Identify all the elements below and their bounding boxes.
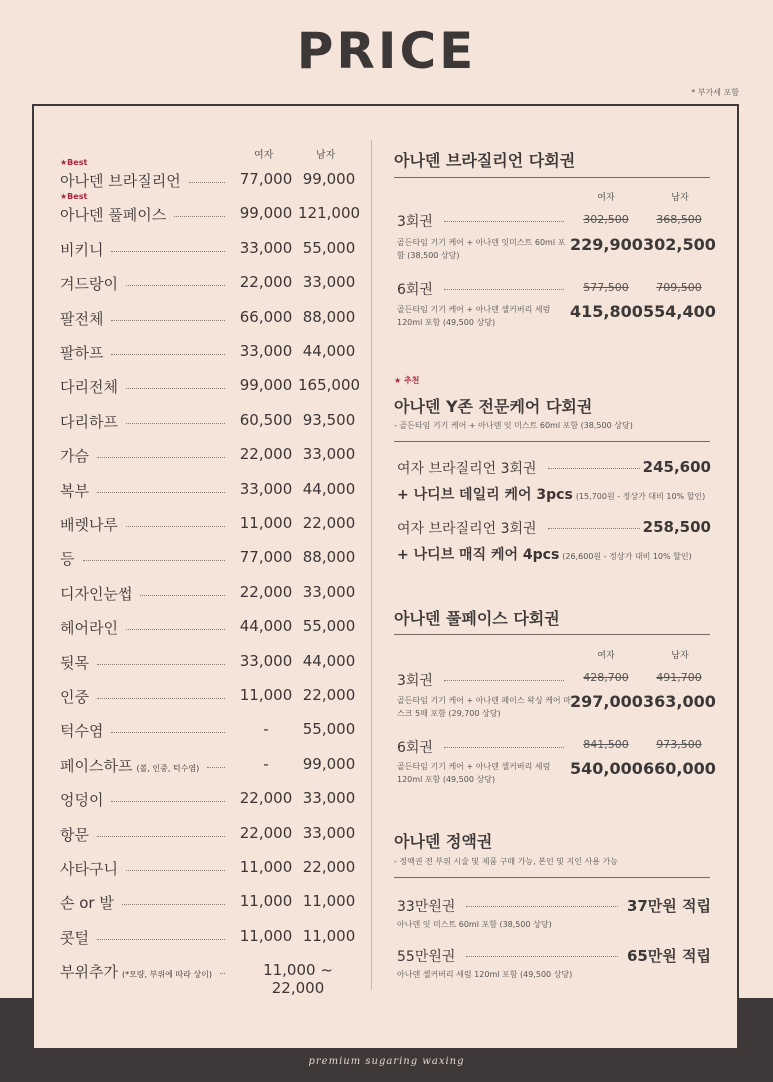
leader-dots xyxy=(126,388,225,389)
yzone-item-name: 여자 브라질리언 3회권 xyxy=(397,461,537,477)
price-female: 77,000 xyxy=(239,548,293,566)
item-name xyxy=(60,858,118,879)
price-male: 33,000 xyxy=(302,824,356,842)
fullface-old-female: 428,700 xyxy=(583,671,629,684)
brazilian-col-male: 남자 xyxy=(671,193,689,203)
price-female: 77,000 xyxy=(239,170,293,188)
price-row xyxy=(60,858,360,882)
recommend-badge: ★ 추천 xyxy=(394,376,420,385)
leader-dots xyxy=(444,747,564,748)
fullface-item-name: 3회권 xyxy=(397,673,433,689)
price-row xyxy=(60,445,360,469)
item-note: (볼, 인중, 턱수염) xyxy=(136,764,200,773)
item-name xyxy=(60,204,166,225)
price-male: 44,000 xyxy=(302,480,356,498)
page-title: PRICE xyxy=(296,22,477,80)
leader-dots xyxy=(122,904,225,905)
price-male: 55,000 xyxy=(302,617,356,635)
brazilian-item-desc: 골든타임 기기 케어 + 아나덴 잇미스트 60ml 포함 (38,500 상당) xyxy=(397,238,566,260)
fullface-item-name: 6회권 xyxy=(397,740,433,756)
leader-dots xyxy=(97,939,225,940)
item-name xyxy=(60,755,199,776)
leader-dots xyxy=(97,492,225,493)
item-name xyxy=(60,583,132,604)
item-label: 엉덩이 xyxy=(60,791,104,809)
yzone-extra-note: (15,700원 - 정상가 대비 10% 할인) xyxy=(575,492,706,501)
price-female: 99,000 xyxy=(239,376,293,394)
price-row xyxy=(60,892,360,916)
price-female: 33,000 xyxy=(239,652,293,670)
leader-dots xyxy=(126,285,225,286)
brazilian-price-female: 229,900 xyxy=(570,235,643,254)
price-male: 88,000 xyxy=(302,548,356,566)
price-female: 11,000 xyxy=(239,892,293,910)
fullface-old-male: 973,500 xyxy=(656,738,702,751)
leader-dots xyxy=(111,320,225,321)
price-row xyxy=(60,583,360,607)
fullface-multi-title: 아나덴 풀페이스 다회권 xyxy=(394,609,560,628)
leader-dots xyxy=(466,956,618,957)
brazilian-old-female: 302,500 xyxy=(583,213,629,226)
leader-dots xyxy=(140,595,225,596)
leader-dots xyxy=(189,182,225,183)
item-name xyxy=(60,342,103,363)
leader-dots xyxy=(111,732,225,733)
price-female: 33,000 xyxy=(239,239,293,257)
price-female: 22,000 xyxy=(239,273,293,291)
leader-dots xyxy=(111,251,225,252)
item-label: 페이스하프 xyxy=(60,757,133,775)
fullface-price-female: 540,000 xyxy=(570,759,643,778)
brazilian-item-desc: 골든타임 기기 케어 + 아나덴 셀커버리 세럼 120ml 포함 (49,500 상당) xyxy=(397,305,551,327)
price-male: 165,000 xyxy=(298,376,361,394)
price-male: 22,000 xyxy=(302,858,356,876)
fullface-price-male: 363,000 xyxy=(643,692,716,711)
price-row xyxy=(60,789,360,813)
price-female: 11,000 xyxy=(239,858,293,876)
item-label: 뒷목 xyxy=(60,654,89,672)
brazilian-price-female: 415,800 xyxy=(570,302,643,321)
prepaid-item-reward: 37만원 적립 xyxy=(626,897,711,915)
prepaid-rule xyxy=(394,877,710,878)
price-female: 11,000 xyxy=(239,927,293,945)
prepaid-item-name: 33만원권 xyxy=(397,899,456,915)
price-row xyxy=(60,652,360,676)
price-male: 33,000 xyxy=(302,583,356,601)
item-label: 팔하프 xyxy=(60,344,104,362)
item-name xyxy=(60,239,103,260)
price-male: 11,000 xyxy=(302,892,356,910)
leader-dots xyxy=(444,221,564,222)
leader-dots xyxy=(111,354,225,355)
price-row xyxy=(60,824,360,848)
item-label: 아나덴 풀페이스 xyxy=(60,206,167,224)
leader-dots xyxy=(548,528,640,529)
fullface-price-male: 660,000 xyxy=(643,759,716,778)
brazilian-item-name: 3회권 xyxy=(397,214,433,230)
item-name xyxy=(60,652,89,673)
yzone-item-price: 245,600 xyxy=(642,458,711,476)
item-label: 항문 xyxy=(60,826,89,844)
brand-tagline: premium sugaring waxing xyxy=(308,1056,465,1067)
brazilian-item-name: 6회권 xyxy=(397,282,433,298)
item-label: 턱수염 xyxy=(60,722,104,740)
yzone-extra-note: (26,600원 - 정상가 대비 10% 할인) xyxy=(562,552,692,561)
item-name xyxy=(60,824,89,845)
leader-dots xyxy=(207,767,225,768)
item-name xyxy=(60,892,114,913)
price-male: 33,000 xyxy=(302,789,356,807)
brazilian-old-male: 368,500 xyxy=(656,213,702,226)
price-male: 44,000 xyxy=(302,652,356,670)
fullface-col-male: 남자 xyxy=(671,651,689,661)
item-label: 겨드랑이 xyxy=(60,275,118,293)
item-name xyxy=(60,273,118,294)
price-row xyxy=(60,514,360,538)
leader-dots xyxy=(97,698,225,699)
price-row xyxy=(60,273,360,297)
item-label: 사타구니 xyxy=(60,860,118,878)
fullface-multi-rule xyxy=(394,634,710,635)
leader-dots xyxy=(83,560,226,561)
leader-dots xyxy=(220,973,225,974)
price-range: 11,000 ~ 22,000 xyxy=(263,961,333,997)
item-label: 복부 xyxy=(60,482,89,500)
yzone-rule xyxy=(394,441,710,442)
item-name xyxy=(60,720,103,741)
brazilian-price-male: 554,400 xyxy=(643,302,716,321)
price-female: 99,000 xyxy=(239,204,293,222)
item-name xyxy=(60,927,89,948)
leader-dots xyxy=(444,289,564,290)
price-row xyxy=(60,308,360,332)
prepaid-item-name: 55만원권 xyxy=(397,949,456,965)
price-female: 11,000 xyxy=(239,514,293,532)
price-row xyxy=(60,548,360,572)
item-name xyxy=(60,376,118,397)
yzone-title: 아나덴 Y존 전문케어 다회권 xyxy=(394,397,593,416)
leader-dots xyxy=(126,423,225,424)
leader-dots xyxy=(126,526,225,527)
leader-dots xyxy=(97,664,225,665)
best-badge: ★Best xyxy=(60,192,88,201)
leader-dots xyxy=(548,468,640,469)
leader-dots xyxy=(126,870,225,871)
price-female: 11,000 xyxy=(239,686,293,704)
fullface-price-female: 297,000 xyxy=(570,692,643,711)
item-name xyxy=(60,170,181,191)
brazilian-price-male: 302,500 xyxy=(643,235,716,254)
item-name xyxy=(60,789,103,810)
item-label: 비키니 xyxy=(60,241,104,259)
price-row xyxy=(60,927,360,951)
fullface-old-female: 841,500 xyxy=(583,738,629,751)
yzone-extra-label: + 나디브 데일리 케어 3pcs xyxy=(397,487,573,503)
price-row xyxy=(60,755,360,779)
yzone-item-extra xyxy=(397,484,705,504)
price-male: 33,000 xyxy=(302,273,356,291)
price-row xyxy=(60,376,360,400)
prepaid-item-reward: 65만원 적립 xyxy=(626,947,711,965)
price-male: 99,000 xyxy=(302,755,356,773)
price-female: 22,000 xyxy=(239,583,293,601)
price-row xyxy=(60,720,360,744)
price-row xyxy=(60,239,360,263)
yzone-item-price: 258,500 xyxy=(642,518,711,536)
price-female: 33,000 xyxy=(239,342,293,360)
yzone-extra-label: + 나디브 매직 케어 4pcs xyxy=(397,547,560,563)
yzone-item-extra xyxy=(397,544,692,564)
item-name xyxy=(60,617,118,638)
item-label: 부위추가 xyxy=(60,963,118,981)
item-label: 디자인눈썹 xyxy=(60,585,133,603)
price-row xyxy=(60,480,360,504)
item-label: 헤어라인 xyxy=(60,619,118,637)
price-female: 44,000 xyxy=(239,617,293,635)
prepaid-item-desc: 아나덴 셀커버리 세럼 120ml 포함 (49,500 상당) xyxy=(397,970,573,979)
item-note: (*모량, 부위에 따라 상이) xyxy=(121,970,212,979)
yzone-subtitle: - 골든타임 기기 케어 + 아나덴 잇 미스트 60ml 포함 (38,500 상당) xyxy=(394,421,633,430)
fullface-item-desc: 골든타임 기기 케어 + 아나덴 셀커버리 세럼 120ml 포함 (49,500 상당) xyxy=(397,762,551,784)
prepaid-subtitle: - 정액권 전 부위 시술 및 제품 구매 가능, 본인 및 지인 사용 가능 xyxy=(394,857,618,866)
price-female: 33,000 xyxy=(239,480,293,498)
leader-dots xyxy=(444,680,564,681)
item-name xyxy=(60,480,89,501)
price-male: 22,000 xyxy=(302,686,356,704)
yzone-item-name: 여자 브라질리언 3회권 xyxy=(397,521,537,537)
leader-dots xyxy=(111,801,225,802)
leader-dots xyxy=(174,216,225,217)
price-male: 11,000 xyxy=(302,927,356,945)
item-name xyxy=(60,548,75,569)
column-divider xyxy=(371,140,372,990)
prepaid-item-desc: 아나덴 잇 미스트 60ml 포함 (38,500 상당) xyxy=(397,920,552,929)
price-female: 22,000 xyxy=(239,789,293,807)
price-row xyxy=(60,411,360,435)
vat-note: * 부가세 포함 xyxy=(691,88,739,97)
item-label: 가슴 xyxy=(60,447,89,465)
fullface-item-desc: 골든타임 기기 케어 + 아나덴 페이스 왁싱 케어 마스크 5매 포함 (29,700 상당) xyxy=(397,696,571,718)
left-col-female: 여자 xyxy=(254,150,274,161)
leader-dots xyxy=(97,457,225,458)
brazilian-old-male: 709,500 xyxy=(656,281,702,294)
price-male: 88,000 xyxy=(302,308,356,326)
price-female: - xyxy=(263,720,269,738)
price-row xyxy=(60,342,360,366)
price-male: 55,000 xyxy=(302,720,356,738)
price-row xyxy=(60,961,360,997)
best-badge: ★Best xyxy=(60,158,88,167)
leader-dots xyxy=(97,836,225,837)
price-row xyxy=(60,686,360,710)
price-male: 55,000 xyxy=(302,239,356,257)
item-label: 배렛나루 xyxy=(60,516,118,534)
item-label: 등 xyxy=(60,550,75,568)
price-row xyxy=(60,170,360,194)
price-male: 33,000 xyxy=(302,445,356,463)
item-label: 다리하프 xyxy=(60,413,118,431)
item-label: 다리전체 xyxy=(60,378,118,396)
price-female: 22,000 xyxy=(239,824,293,842)
left-col-male: 남자 xyxy=(316,150,336,161)
price-male: 22,000 xyxy=(302,514,356,532)
brazilian-col-female: 여자 xyxy=(597,193,615,203)
item-label: 손 or 발 xyxy=(60,894,114,912)
brand-logo: ANADEN xyxy=(293,1018,480,1051)
item-name xyxy=(60,686,89,707)
price-female: 22,000 xyxy=(239,445,293,463)
brazilian-multi-rule xyxy=(394,177,710,178)
item-name xyxy=(60,961,212,982)
item-name xyxy=(60,445,89,466)
price-male: 121,000 xyxy=(298,204,361,222)
brazilian-old-female: 577,500 xyxy=(583,281,629,294)
item-name xyxy=(60,308,103,329)
price-female: 66,000 xyxy=(239,308,293,326)
item-name xyxy=(60,514,118,535)
item-label: 인중 xyxy=(60,688,89,706)
item-label: 팔전체 xyxy=(60,310,104,328)
prepaid-title: 아나덴 정액권 xyxy=(394,832,493,851)
price-female: - xyxy=(263,755,269,773)
item-label: 콧털 xyxy=(60,929,89,947)
leader-dots xyxy=(466,906,618,907)
fullface-col-female: 여자 xyxy=(597,651,615,661)
price-row xyxy=(60,617,360,641)
item-label: 아나덴 브라질리언 xyxy=(60,172,181,190)
price-male: 44,000 xyxy=(302,342,356,360)
fullface-old-male: 491,700 xyxy=(656,671,702,684)
item-name xyxy=(60,411,118,432)
price-male: 99,000 xyxy=(302,170,356,188)
price-row xyxy=(60,204,360,228)
leader-dots xyxy=(126,629,225,630)
brazilian-multi-title: 아나덴 브라질리언 다회권 xyxy=(394,151,576,170)
price-female: 60,500 xyxy=(239,411,293,429)
price-male: 93,500 xyxy=(302,411,356,429)
